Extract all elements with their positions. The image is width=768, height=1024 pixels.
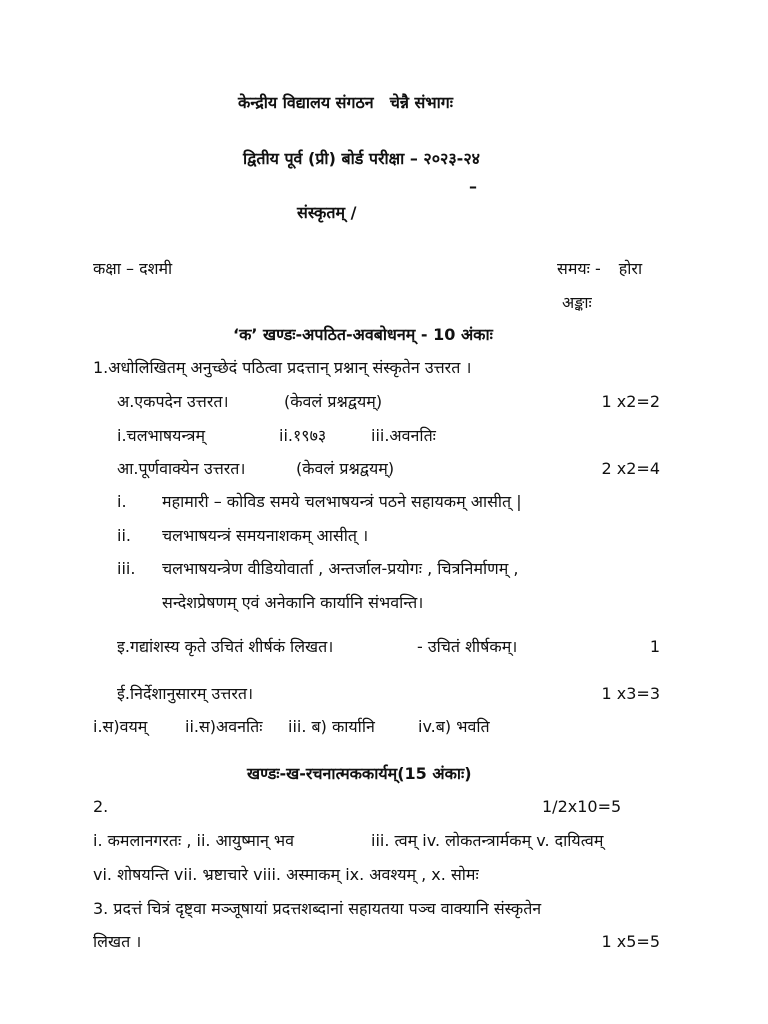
part-a-label: अ.एकपदेन उत्तरत। bbox=[117, 392, 229, 411]
part-a-note: (केवलं प्रश्नद्वयम्) bbox=[284, 392, 383, 411]
part-a-answer: iii.अवनतिः bbox=[371, 426, 436, 445]
part-ii-answer: i.स)वयम् bbox=[93, 717, 148, 736]
part-a-marks: 1 x2=2 bbox=[601, 392, 660, 411]
time-label: समयः - होरा bbox=[557, 259, 643, 278]
part-ii-answer: iii. ब) कार्यानि bbox=[288, 717, 375, 736]
answer-text-continued: सन्देशप्रेषणम् एवं अनेकानि कार्यानि संभवन्ति। bbox=[162, 593, 424, 612]
marks-label: अङ्काः bbox=[562, 293, 592, 312]
section-b-title: खण्डः-ख-रचनात्मककार्यम्(15 अंकाः) bbox=[247, 764, 472, 783]
question-3-continued: लिखत । bbox=[93, 932, 142, 951]
question-2-answers: i. कमलानगरतः , ii. आयुष्मान् भव bbox=[93, 831, 295, 850]
class-label: कक्षा – दशमी bbox=[93, 259, 173, 278]
part-i-marks: 1 bbox=[649, 637, 660, 656]
part-a-answer: i.चलभाषयन्त्रम् bbox=[117, 426, 206, 445]
exam-title: द्वितीय पूर्व (प्री) बोर्ड परीक्षा – २०२३-२४ bbox=[243, 149, 480, 168]
question-2-marks: 1/2x10=5 bbox=[542, 797, 622, 816]
question-1: 1.अधोलिखितम् अनुच्छेदं पठित्वा प्रदत्तान् प्रश्नान् संस्कृतेन उत्तरत । bbox=[93, 358, 472, 377]
part-ii-label: ई.निर्देशानुसारम् उत्तरत। bbox=[117, 684, 254, 703]
part-aa-label: आ.पूर्णवाक्येन उत्तरत। bbox=[117, 459, 246, 478]
question-2-answers: vi. शोषयन्ति vii. भ्रष्टाचारे viii. अस्माकम् ix. अवश्यम् , x. सोमः bbox=[93, 865, 479, 884]
part-aa-marks: 2 x2=4 bbox=[601, 459, 660, 478]
answer-number: ii. bbox=[117, 526, 131, 545]
answer-number: iii. bbox=[117, 559, 136, 578]
subject-title: संस्कृतम् / bbox=[297, 203, 357, 222]
title-dash: – bbox=[469, 177, 477, 196]
org-name: केन्द्रीय विद्यालय संगठन चेन्नै संभागः bbox=[238, 93, 453, 112]
part-ii-marks: 1 x3=3 bbox=[601, 684, 660, 703]
part-aa-note: (केवलं प्रश्नद्वयम्) bbox=[296, 459, 395, 478]
part-ii-answer: ii.स)अवनतिः bbox=[185, 717, 263, 736]
question-3-marks: 1 x5=5 bbox=[601, 932, 660, 951]
answer-text: चलभाषयन्त्रं समयनाशकम् आसीत् । bbox=[162, 526, 369, 545]
question-3: 3. प्रदत्तं चित्रं दृष्ट्वा मञ्जूषायां प्रदत्तशब्दानां सहायतया पञ्च वाक्यानि संस्कृतेन bbox=[93, 899, 542, 918]
question-2-answers: iii. त्वम् iv. लोकतन्त्रार्मकम् v. दायित्वम् bbox=[371, 831, 604, 850]
part-i-label: इ.गद्यांशस्य कृते उचितं शीर्षकं लिखत। bbox=[117, 637, 334, 656]
answer-number: i. bbox=[117, 492, 127, 511]
part-i-note: - उचितं शीर्षकम्। bbox=[417, 637, 518, 656]
answer-text: चलभाषयन्त्रेण वीडियोवार्ता , अन्तर्जाल-प्रयोगः , चित्रनिर्माणम् , bbox=[162, 559, 519, 578]
question-2-number: 2. bbox=[93, 797, 109, 816]
part-ii-answer: iv.ब) भवति bbox=[418, 717, 490, 736]
section-a-title: ‘क’ खण्डः-अपठित-अवबोधनम् - 10 अंकाः bbox=[233, 325, 493, 344]
answer-text: महामारी – कोविड समये चलभाषयन्त्रं पठने सहायकम् आसीत् | bbox=[162, 492, 522, 511]
part-a-answer: ii.१९७३ bbox=[279, 426, 327, 445]
